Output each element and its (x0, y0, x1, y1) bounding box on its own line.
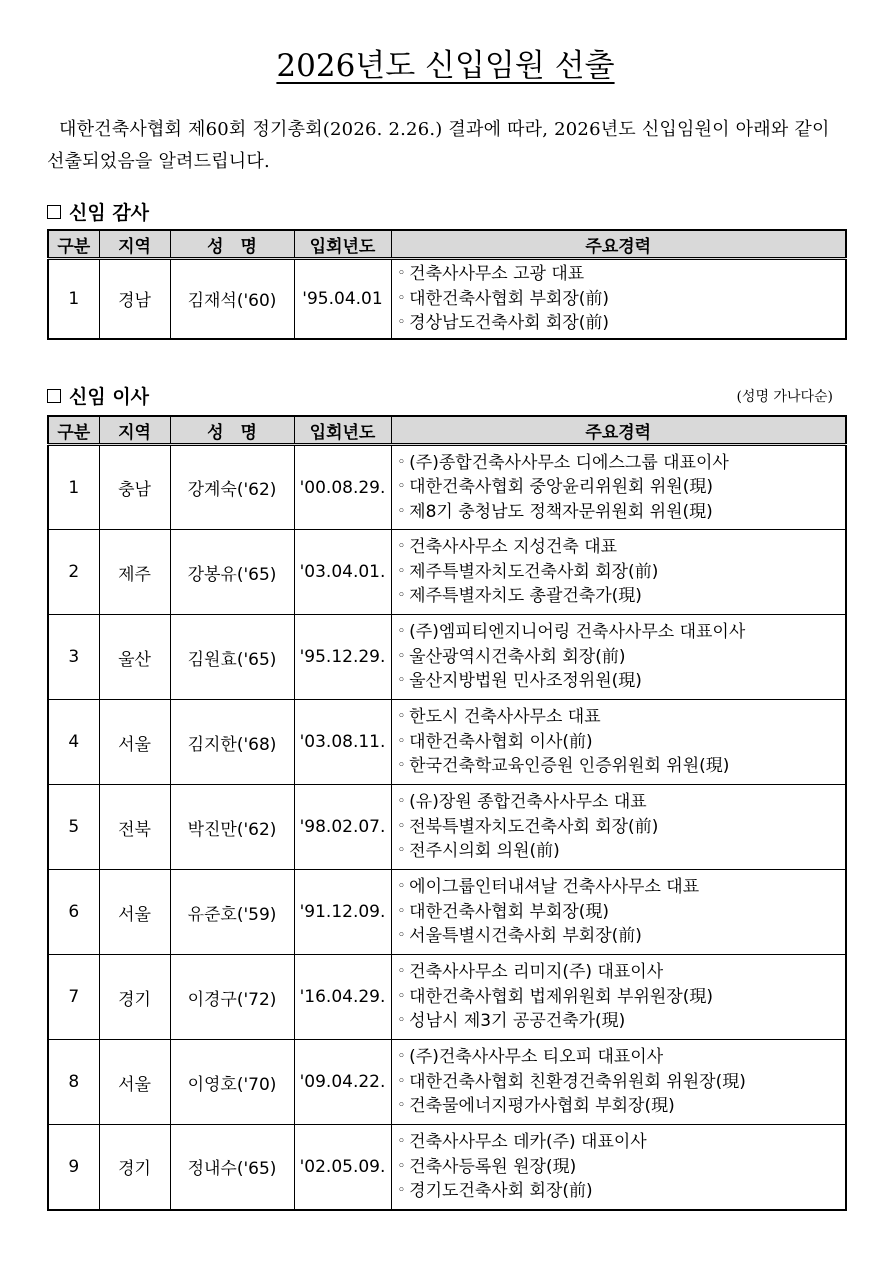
career-line (398, 705, 846, 730)
cell-region: 경기 (99, 1125, 170, 1210)
career-line (398, 1070, 846, 1095)
bullet-icon: ◦ (397, 988, 406, 1004)
sort-order-note: (성명 가나다순) (736, 389, 833, 405)
cell-no: 3 (48, 615, 99, 700)
section-directors-heading (47, 382, 149, 409)
column-header: 성 명 (170, 416, 294, 445)
column-header: 지역 (99, 416, 170, 445)
bullet-icon: ◦ (397, 1183, 406, 1198)
cell-region: 서울 (99, 870, 170, 955)
career-text: 건축사사무소 지성건축 대표 (409, 537, 618, 558)
career-line (398, 1179, 846, 1204)
intro-paragraph: 대한건축사협회 제60회 정기총회(2026. 2.26.) 결과에 따라, 2026년도 신입임원이 아래와 같이 선출되었음을 알려드립니다. (47, 119, 830, 172)
bullet-icon: ◦ (397, 1098, 406, 1114)
career-text: (주)건축사사무소 티오피 대표이사 (409, 1047, 664, 1068)
column-header: 입회년도 (294, 416, 391, 445)
bullet-icon: ◦ (397, 1134, 406, 1149)
cell-joined: '02.05.09. (294, 1125, 391, 1210)
career-line (398, 754, 846, 779)
career-text: (주)종합건축사사무소 디에스그룹 대표이사 (409, 452, 729, 473)
table-row (48, 700, 846, 785)
career-text: 제주특별자치도건축사회 회장(前) (409, 561, 659, 582)
career-line (398, 1094, 846, 1119)
career-line (398, 669, 846, 694)
bullet-icon: ◦ (397, 964, 406, 980)
cell-career (391, 700, 846, 785)
bullet-icon: ◦ (397, 843, 406, 859)
bullet-icon: ◦ (397, 903, 406, 919)
career-line (398, 584, 846, 609)
cell-name: 김원효('65) (170, 615, 294, 700)
career-text: 건축사사무소 리미지(주) 대표이사 (409, 962, 664, 983)
career-line (398, 500, 846, 525)
cell-region: 울산 (99, 615, 170, 700)
career-text: 한국건축학교육인증원 인증위원회 위원(現) (409, 756, 730, 777)
table-row (48, 1040, 846, 1125)
career-line (398, 620, 846, 645)
column-header: 구분 (48, 416, 99, 445)
cell-joined: '16.04.29. (294, 955, 391, 1040)
cell-career (391, 530, 846, 615)
cell-name: 유준호('59) (170, 870, 294, 955)
bullet-icon: ◦ (397, 539, 406, 555)
column-header: 주요경력 (391, 416, 846, 445)
career-line (398, 900, 846, 925)
bullet-icon: ◦ (397, 818, 406, 834)
section-auditors-heading (47, 198, 149, 225)
cell-joined: '98.02.07. (294, 785, 391, 870)
directors-table (47, 415, 847, 1211)
career-text: 울산지방법원 민사조정위원(現) (409, 671, 642, 692)
bullet-icon: ◦ (397, 315, 406, 330)
auditors-header-row (48, 230, 846, 259)
bullet-icon: ◦ (397, 1073, 406, 1089)
career-text: 건축사사무소 데카(주) 대표이사 (409, 1132, 647, 1152)
cell-name: 강봉유('65) (170, 530, 294, 615)
cell-no: 6 (48, 870, 99, 955)
cell-joined: '03.04.01. (294, 530, 391, 615)
cell-career (391, 1125, 846, 1210)
career-text: 대한건축사협회 이사(前) (409, 731, 593, 752)
bullet-icon: ◦ (397, 673, 406, 689)
cell-name: 김지한('68) (170, 700, 294, 785)
table-row (48, 870, 846, 955)
career-text: 대한건축사협회 부회장(現) (409, 901, 610, 922)
bullet-icon: ◦ (397, 928, 406, 944)
career-line (398, 790, 846, 815)
cell-no: 2 (48, 530, 99, 615)
checkbox-square-icon (47, 389, 61, 403)
table-row (48, 785, 846, 870)
career-text: 건축물에너지평가사협회 부회장(現) (409, 1096, 675, 1117)
column-header: 입회년도 (294, 230, 391, 259)
section-auditors-label: 신임 감사 (69, 202, 150, 224)
career-line (398, 535, 846, 560)
cell-joined: '03.08.11. (294, 700, 391, 785)
checkbox-square-icon (47, 205, 61, 219)
career-line (398, 1130, 846, 1155)
cell-region: 충남 (99, 445, 170, 530)
bullet-icon: ◦ (397, 648, 406, 664)
career-text: 건축사등록원 원장(現) (409, 1156, 577, 1177)
column-header: 주요경력 (391, 230, 846, 259)
cell-joined: '91.12.09. (294, 870, 391, 955)
career-line (398, 839, 846, 864)
career-line (398, 451, 846, 476)
cell-career (391, 259, 846, 339)
cell-career (391, 445, 846, 530)
bullet-icon: ◦ (397, 503, 406, 519)
career-text: (유)장원 종합건축사사무소 대표 (409, 792, 647, 813)
career-text: 대한건축사협회 부회장(前) (409, 288, 610, 309)
career-line (398, 815, 846, 840)
bullet-icon: ◦ (397, 709, 406, 725)
cell-career (391, 955, 846, 1040)
cell-name: 이영호('70) (170, 1040, 294, 1125)
bullet-icon: ◦ (397, 758, 406, 774)
table-row (48, 530, 846, 615)
career-line (398, 311, 846, 336)
career-text: 제8기 충청남도 정책자문위원회 위원(現) (409, 501, 713, 522)
bullet-icon: ◦ (397, 1158, 406, 1174)
career-line (398, 287, 846, 312)
cell-region: 경기 (99, 955, 170, 1040)
column-header: 구분 (48, 230, 99, 259)
bullet-icon: ◦ (397, 1013, 406, 1029)
cell-no: 4 (48, 700, 99, 785)
career-line (398, 560, 846, 585)
column-header: 지역 (99, 230, 170, 259)
career-line (398, 985, 846, 1010)
career-line (398, 262, 846, 287)
auditors-table (47, 229, 847, 340)
bullet-icon: ◦ (397, 588, 406, 604)
career-text: 서울특별시건축사회 부회장(前) (409, 926, 642, 947)
bullet-icon: ◦ (397, 290, 406, 306)
career-line (398, 960, 846, 985)
career-line (398, 1009, 846, 1034)
career-text: 에이그룹인터내셔날 건축사사무소 대표 (409, 877, 700, 898)
table-row (48, 955, 846, 1040)
career-text: 경기도건축사회 회장(前) (409, 1181, 593, 1201)
cell-career (391, 1040, 846, 1125)
cell-region: 전북 (99, 785, 170, 870)
cell-joined: '09.04.22. (294, 1040, 391, 1125)
career-text: 건축사사무소 고광 대표 (409, 264, 585, 284)
career-text: 전북특별자치도건축사회 회장(前) (409, 816, 659, 837)
career-line (398, 875, 846, 900)
career-text: 한도시 건축사사무소 대표 (409, 707, 601, 728)
career-line (398, 924, 846, 949)
career-line (398, 730, 846, 755)
cell-name: 정내수('65) (170, 1125, 294, 1210)
page-title (0, 44, 891, 88)
section-directors-label: 신임 이사 (69, 386, 150, 408)
bullet-icon: ◦ (397, 624, 406, 640)
page-title-text: 2026년도 신입임원 선출 (276, 48, 615, 84)
cell-region: 제주 (99, 530, 170, 615)
cell-no: 7 (48, 955, 99, 1040)
career-text: 경상남도건축사회 회장(前) (409, 313, 610, 333)
career-text: (주)엠피티엔지니어링 건축사사무소 대표이사 (409, 622, 746, 643)
career-line (398, 1045, 846, 1070)
career-text: 대한건축사협회 중앙윤리위원회 위원(現) (409, 477, 713, 498)
cell-region: 경남 (99, 259, 170, 339)
bullet-icon: ◦ (397, 794, 406, 810)
table-row (48, 615, 846, 700)
cell-region: 서울 (99, 700, 170, 785)
cell-name: 김재석('60) (170, 259, 294, 339)
career-text: 울산광역시건축사회 회장(前) (409, 646, 626, 667)
cell-joined: '95.04.01 (294, 259, 391, 339)
cell-career (391, 615, 846, 700)
cell-name: 박진만('62) (170, 785, 294, 870)
career-text: 성남시 제3기 공공건축가(現) (409, 1011, 626, 1032)
bullet-icon: ◦ (397, 479, 406, 495)
bullet-icon: ◦ (397, 879, 406, 895)
career-line (398, 475, 846, 500)
cell-no: 1 (48, 445, 99, 530)
cell-no: 9 (48, 1125, 99, 1210)
directors-header-row (48, 416, 846, 445)
cell-name: 강계숙('62) (170, 445, 294, 530)
column-header: 성 명 (170, 230, 294, 259)
bullet-icon: ◦ (397, 563, 406, 579)
career-line (398, 645, 846, 670)
cell-no: 8 (48, 1040, 99, 1125)
cell-joined: '00.08.29. (294, 445, 391, 530)
cell-joined: '95.12.29. (294, 615, 391, 700)
career-text: 대한건축사협회 친환경건축위원회 위원장(現) (409, 1071, 746, 1092)
career-line (398, 1155, 846, 1180)
career-text: 전주시의회 의원(前) (409, 841, 560, 862)
cell-career (391, 785, 846, 870)
table-row (48, 445, 846, 530)
bullet-icon: ◦ (397, 733, 406, 749)
cell-no: 1 (48, 259, 99, 339)
cell-region: 서울 (99, 1040, 170, 1125)
bullet-icon: ◦ (397, 1049, 406, 1065)
bullet-icon: ◦ (397, 266, 406, 281)
career-text: 대한건축사협회 법제위원회 부위원장(現) (409, 986, 713, 1007)
bullet-icon: ◦ (397, 454, 406, 470)
cell-career (391, 870, 846, 955)
cell-no: 5 (48, 785, 99, 870)
table-row (48, 259, 846, 339)
career-text: 제주특별자치도 총괄건축가(現) (409, 586, 642, 607)
table-row (48, 1125, 846, 1210)
cell-name: 이경구('72) (170, 955, 294, 1040)
